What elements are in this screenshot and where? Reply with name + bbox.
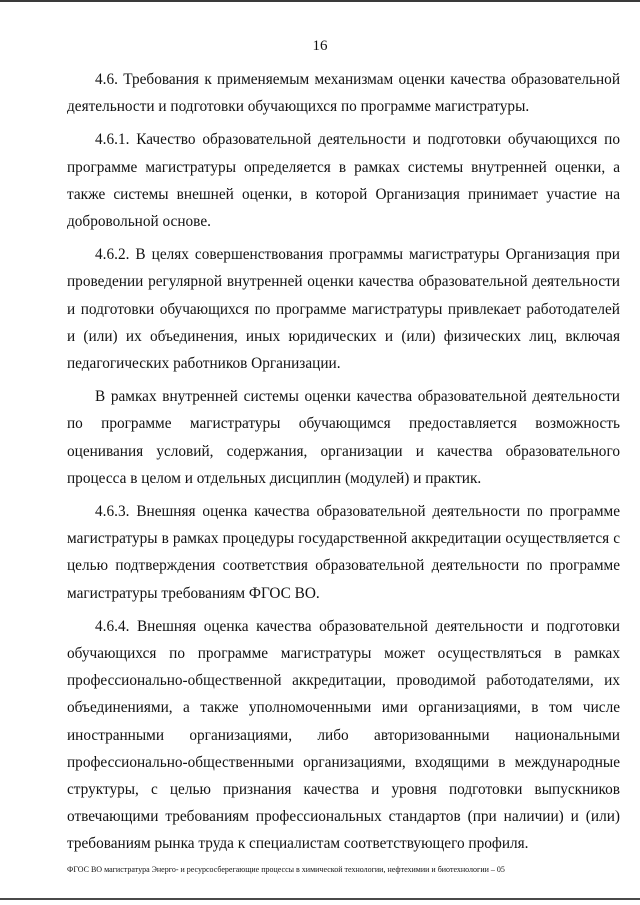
page-number: 16 — [312, 38, 328, 54]
paragraph-internal-assessment: В рамках внутренней системы оценки качества образовательной деятельности по программе магистратуры обучающимся предоставляется возможность оценивания условий, содержания, организации и качества образовательного процесса в целом и отдельных дисциплин (модулей) и практик. — [67, 388, 620, 487]
page-footer: ФГОС ВО магистратура Энерго- и ресурсосберегающие процессы в химической технологии, нефтехимии и биотехнологии – 05 — [67, 865, 505, 874]
scan-edge-top — [0, 0, 640, 2]
paragraph-4-6: 4.6. Требования к применяемым механизмам оценки качества образовательной деятельности и подготовки обучающихся по программе магистратуры. — [67, 71, 620, 116]
paragraph-4-6-4: 4.6.4. Внешняя оценка качества образовательной деятельности и подготовки обучающихся по программе магистратуры может осуществляться в рамках профессионально-общественной аккредитации, проводимой работодателями, их объединениями, а также уполномоченными ими организациями, в том числе иностранными организациями, либо авторизованными национальными профессионально-общественными организациями, входящими в международные структуры, с целью признания качества и уровня подготовки выпускников отвечающими требованиям профессиональных стандартов (при наличии) и (или) требованиям рынка труда к специалистам соответствующего профиля. — [67, 617, 620, 853]
paragraph-4-6-1: 4.6.1. Качество образовательной деятельности и подготовки обучающихся по программе магистратуры определяется в рамках системы внутренней оценки, а также системы внешней оценки, в которой Организация принимает участие на добровольной основе. — [67, 131, 620, 231]
scan-edge-bottom — [0, 898, 640, 900]
paragraph-4-6-2: 4.6.2. В целях совершенствования программы магистратуры Организация при проведении регулярной внутренней оценки качества образовательной деятельности и подготовки обучающихся по программе магистратуры привлекает работодателей и (или) их объединения, иных юридических и (или) физических лиц, включая педагогических работников Организации. — [67, 246, 620, 373]
document-body — [67, 66, 620, 864]
paragraph-4-6-3: 4.6.3. Внешняя оценка качества образовательной деятельности по программе магистратуры в рамках процедуры государственной аккредитации осуществляется с целью подтверждения соответствия образовательной деятельности по программе магистратуры требованиям ФГОС ВО. — [67, 503, 620, 602]
